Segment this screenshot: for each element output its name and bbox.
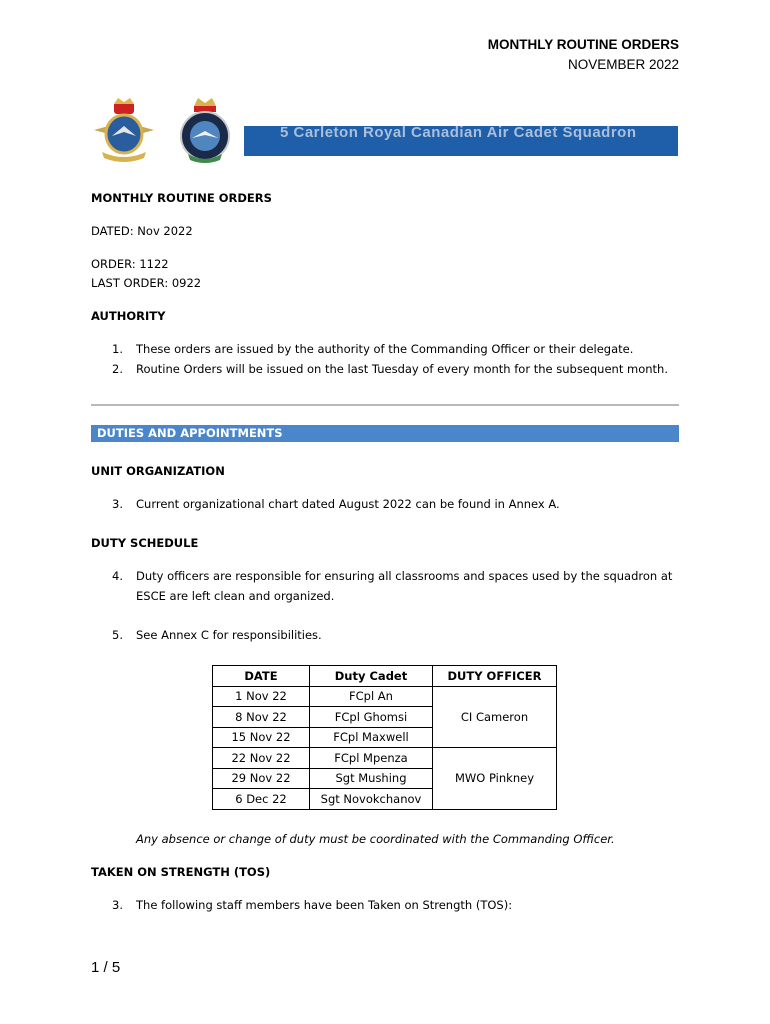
unit-org-heading: UNIT ORGANIZATION (91, 464, 225, 478)
cell-date: 29 Nov 22 (213, 768, 310, 789)
section-divider (91, 404, 679, 406)
duty-table (212, 665, 557, 810)
list-item-continued: ESCE are left clean and organized. (136, 589, 335, 603)
cell-date: 22 Nov 22 (213, 748, 310, 769)
header-date: DATE (213, 666, 310, 687)
cell-cadet: Sgt Novokchanov (310, 789, 433, 810)
list-item: These orders are issued by the authority of the Commanding Officer or their delegate. (136, 342, 634, 356)
cell-date: 6 Dec 22 (213, 789, 310, 810)
cell-officer: CI Cameron (433, 686, 557, 748)
section-bar-duties (91, 425, 679, 442)
cell-cadet: Sgt Mushing (310, 768, 433, 789)
duty-schedule-heading: DUTY SCHEDULE (91, 536, 199, 550)
list-item: Duty officers are responsible for ensuring all classrooms and spaces used by the squadron at (136, 569, 673, 583)
header-duty-cadet: Duty Cadet (310, 666, 433, 687)
cell-officer: MWO Pinkney (433, 748, 557, 810)
last-order-line: LAST ORDER: 0922 (91, 276, 202, 290)
header-subtitle: NOVEMBER 2022 (567, 57, 679, 72)
cell-cadet: FCpl Mpenza (310, 748, 433, 769)
header-title: MONTHLY ROUTINE ORDERS (487, 37, 679, 52)
table-header-row (213, 666, 557, 687)
header-duty-officer: DUTY OFFICER (433, 666, 557, 687)
list-number: 2. (112, 362, 123, 376)
list-number: 1. (112, 342, 123, 356)
squadron-banner (244, 126, 678, 156)
banner-text: 5 Carleton Royal Canadian Air Cadet Squadron (280, 126, 637, 141)
air-cadet-crest-icon (92, 96, 156, 166)
cell-cadet: FCpl An (310, 686, 433, 707)
order-line: ORDER: 1122 (91, 257, 169, 271)
list-number: 3. (112, 497, 123, 511)
list-number: 5. (112, 628, 123, 642)
squadron-badge-icon (174, 96, 236, 166)
list-item: See Annex C for responsibilities. (136, 628, 322, 642)
list-item: Routine Orders will be issued on the last Tuesday of every month for the subsequent month. (136, 362, 668, 376)
dated-line: DATED: Nov 2022 (91, 224, 193, 238)
cell-date: 15 Nov 22 (213, 727, 310, 748)
cell-cadet: FCpl Ghomsi (310, 707, 433, 728)
cell-date: 8 Nov 22 (213, 707, 310, 728)
cell-cadet: FCpl Maxwell (310, 727, 433, 748)
section-title: DUTIES AND APPOINTMENTS (97, 426, 283, 440)
list-item: The following staff members have been Taken on Strength (TOS): (136, 898, 513, 912)
tos-heading: TAKEN ON STRENGTH (TOS) (91, 865, 271, 879)
list-number: 3. (112, 898, 123, 912)
table-row (213, 686, 557, 707)
page-number: 1 / 5 (91, 959, 121, 976)
authority-heading: AUTHORITY (91, 309, 166, 323)
doc-heading: MONTHLY ROUTINE ORDERS (91, 191, 272, 205)
list-item: Current organizational chart dated August 2022 can be found in Annex A. (136, 497, 560, 511)
table-row (213, 748, 557, 769)
duty-note: Any absence or change of duty must be coordinated with the Commanding Officer. (136, 832, 615, 846)
cell-date: 1 Nov 22 (213, 686, 310, 707)
list-number: 4. (112, 569, 123, 583)
